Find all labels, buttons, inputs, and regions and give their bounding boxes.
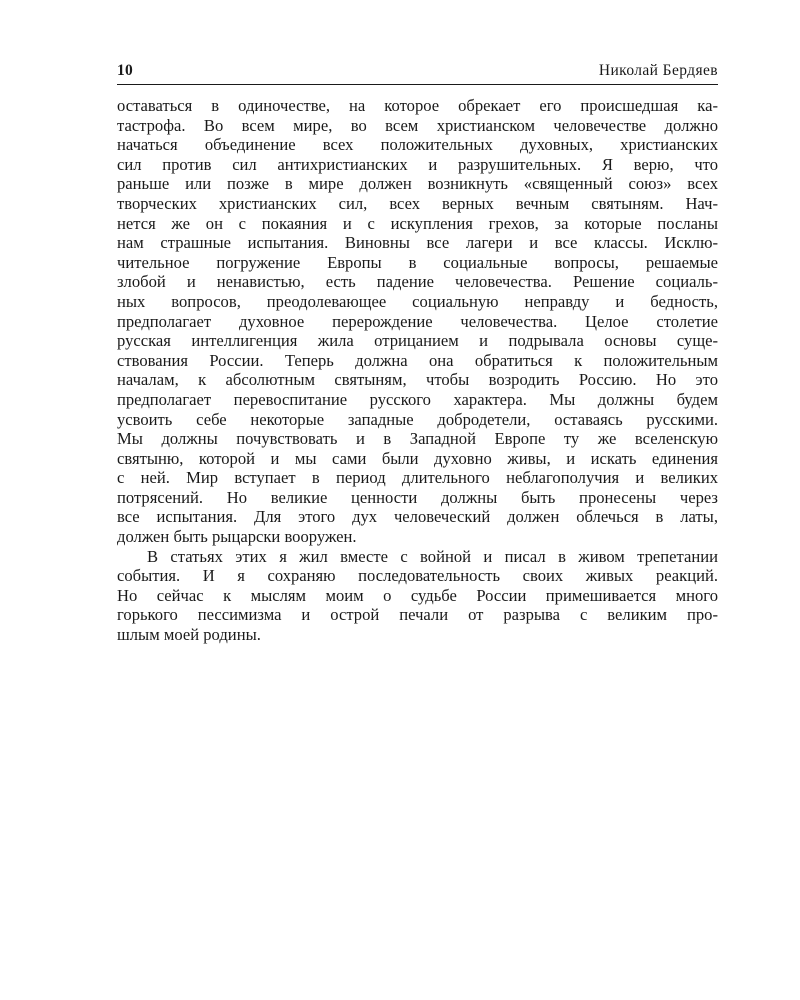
text-line: начаться объединение всех положительных духовных, христианских [117, 135, 718, 155]
text-line: горького пессимизма и острой печали от разрыва с великим про- [117, 605, 718, 625]
text-line: оставаться в одиночестве, на которое обрекает его происшедшая ка- [117, 96, 718, 115]
text-line: В статьях этих я жил вместе с войной и писал в живом трепетании [147, 546, 718, 566]
text-line: должен быть рыцарски вооружен. [117, 527, 357, 547]
text-line: святыню, которой и мы сами были духовно живы, и искать единения [117, 448, 718, 468]
paragraph [117, 547, 718, 645]
text-line: чительное погружение Европы в социальные вопросы, решаемые [117, 252, 718, 272]
text-line: предполагает перевоспитание русского характера. Мы должны будем [117, 389, 718, 409]
paragraph [117, 96, 718, 547]
running-header [117, 62, 718, 85]
text-line: все испытания. Для этого дух человеческий должен облечься в латы, [117, 507, 718, 527]
text-line: Мы должны почувствовать и в Западной Европе ту же вселенскую [117, 429, 718, 449]
running-head-author: Николай Бердяев [598, 62, 718, 79]
text-line: Но сейчас к мыслям моим о судьбе России примешивается много [117, 585, 718, 605]
text-line: предполагает духовное перерождение человечества. Целое столетие [117, 311, 718, 331]
text-line: тастрофа. Во всем мире, во всем христианском человечестве должно [117, 115, 718, 135]
text-line: творческих христианских сил, всех верных вечным святыням. Нач- [117, 193, 718, 213]
text-line: ных вопросов, преодолевающее социальную неправду и бедность, [117, 291, 718, 311]
text-line: началам, к абсолютным святыням, чтобы возродить Россию. Но это [117, 370, 718, 390]
text-line: злобой и ненавистью, есть падение человечества. Решение социаль- [117, 272, 718, 292]
text-line: потрясений. Но великие ценности должны быть пронесены через [117, 487, 718, 507]
text-line: события. И я сохраняю последовательность своих живых реакций. [117, 566, 718, 586]
page-number: 10 [117, 62, 134, 79]
book-page [117, 62, 718, 645]
text-line: русская интеллигенция жила отрицанием и подрывала основы суще- [117, 331, 718, 351]
text-line: шлым моей родины. [117, 625, 261, 645]
text-line: сил против сил антихристианских и разрушительных. Я верю, что [117, 154, 718, 174]
text-line: усвоить себе некоторые западные добродетели, оставаясь русскими. [117, 409, 718, 429]
text-line: нам страшные испытания. Виновны все лагери и все классы. Исклю- [117, 233, 718, 253]
text-line: нется же он с покаяния и с искупления грехов, за которые посланы [117, 213, 718, 233]
text-line: с ней. Мир вступает в период длительного неблагополучия и великих [117, 468, 718, 488]
body-text [117, 96, 718, 645]
text-line: ствования России. Теперь должна она обратиться к положительным [117, 350, 718, 370]
text-line: раньше или позже в мире должен возникнуть «священный союз» всех [117, 174, 718, 194]
